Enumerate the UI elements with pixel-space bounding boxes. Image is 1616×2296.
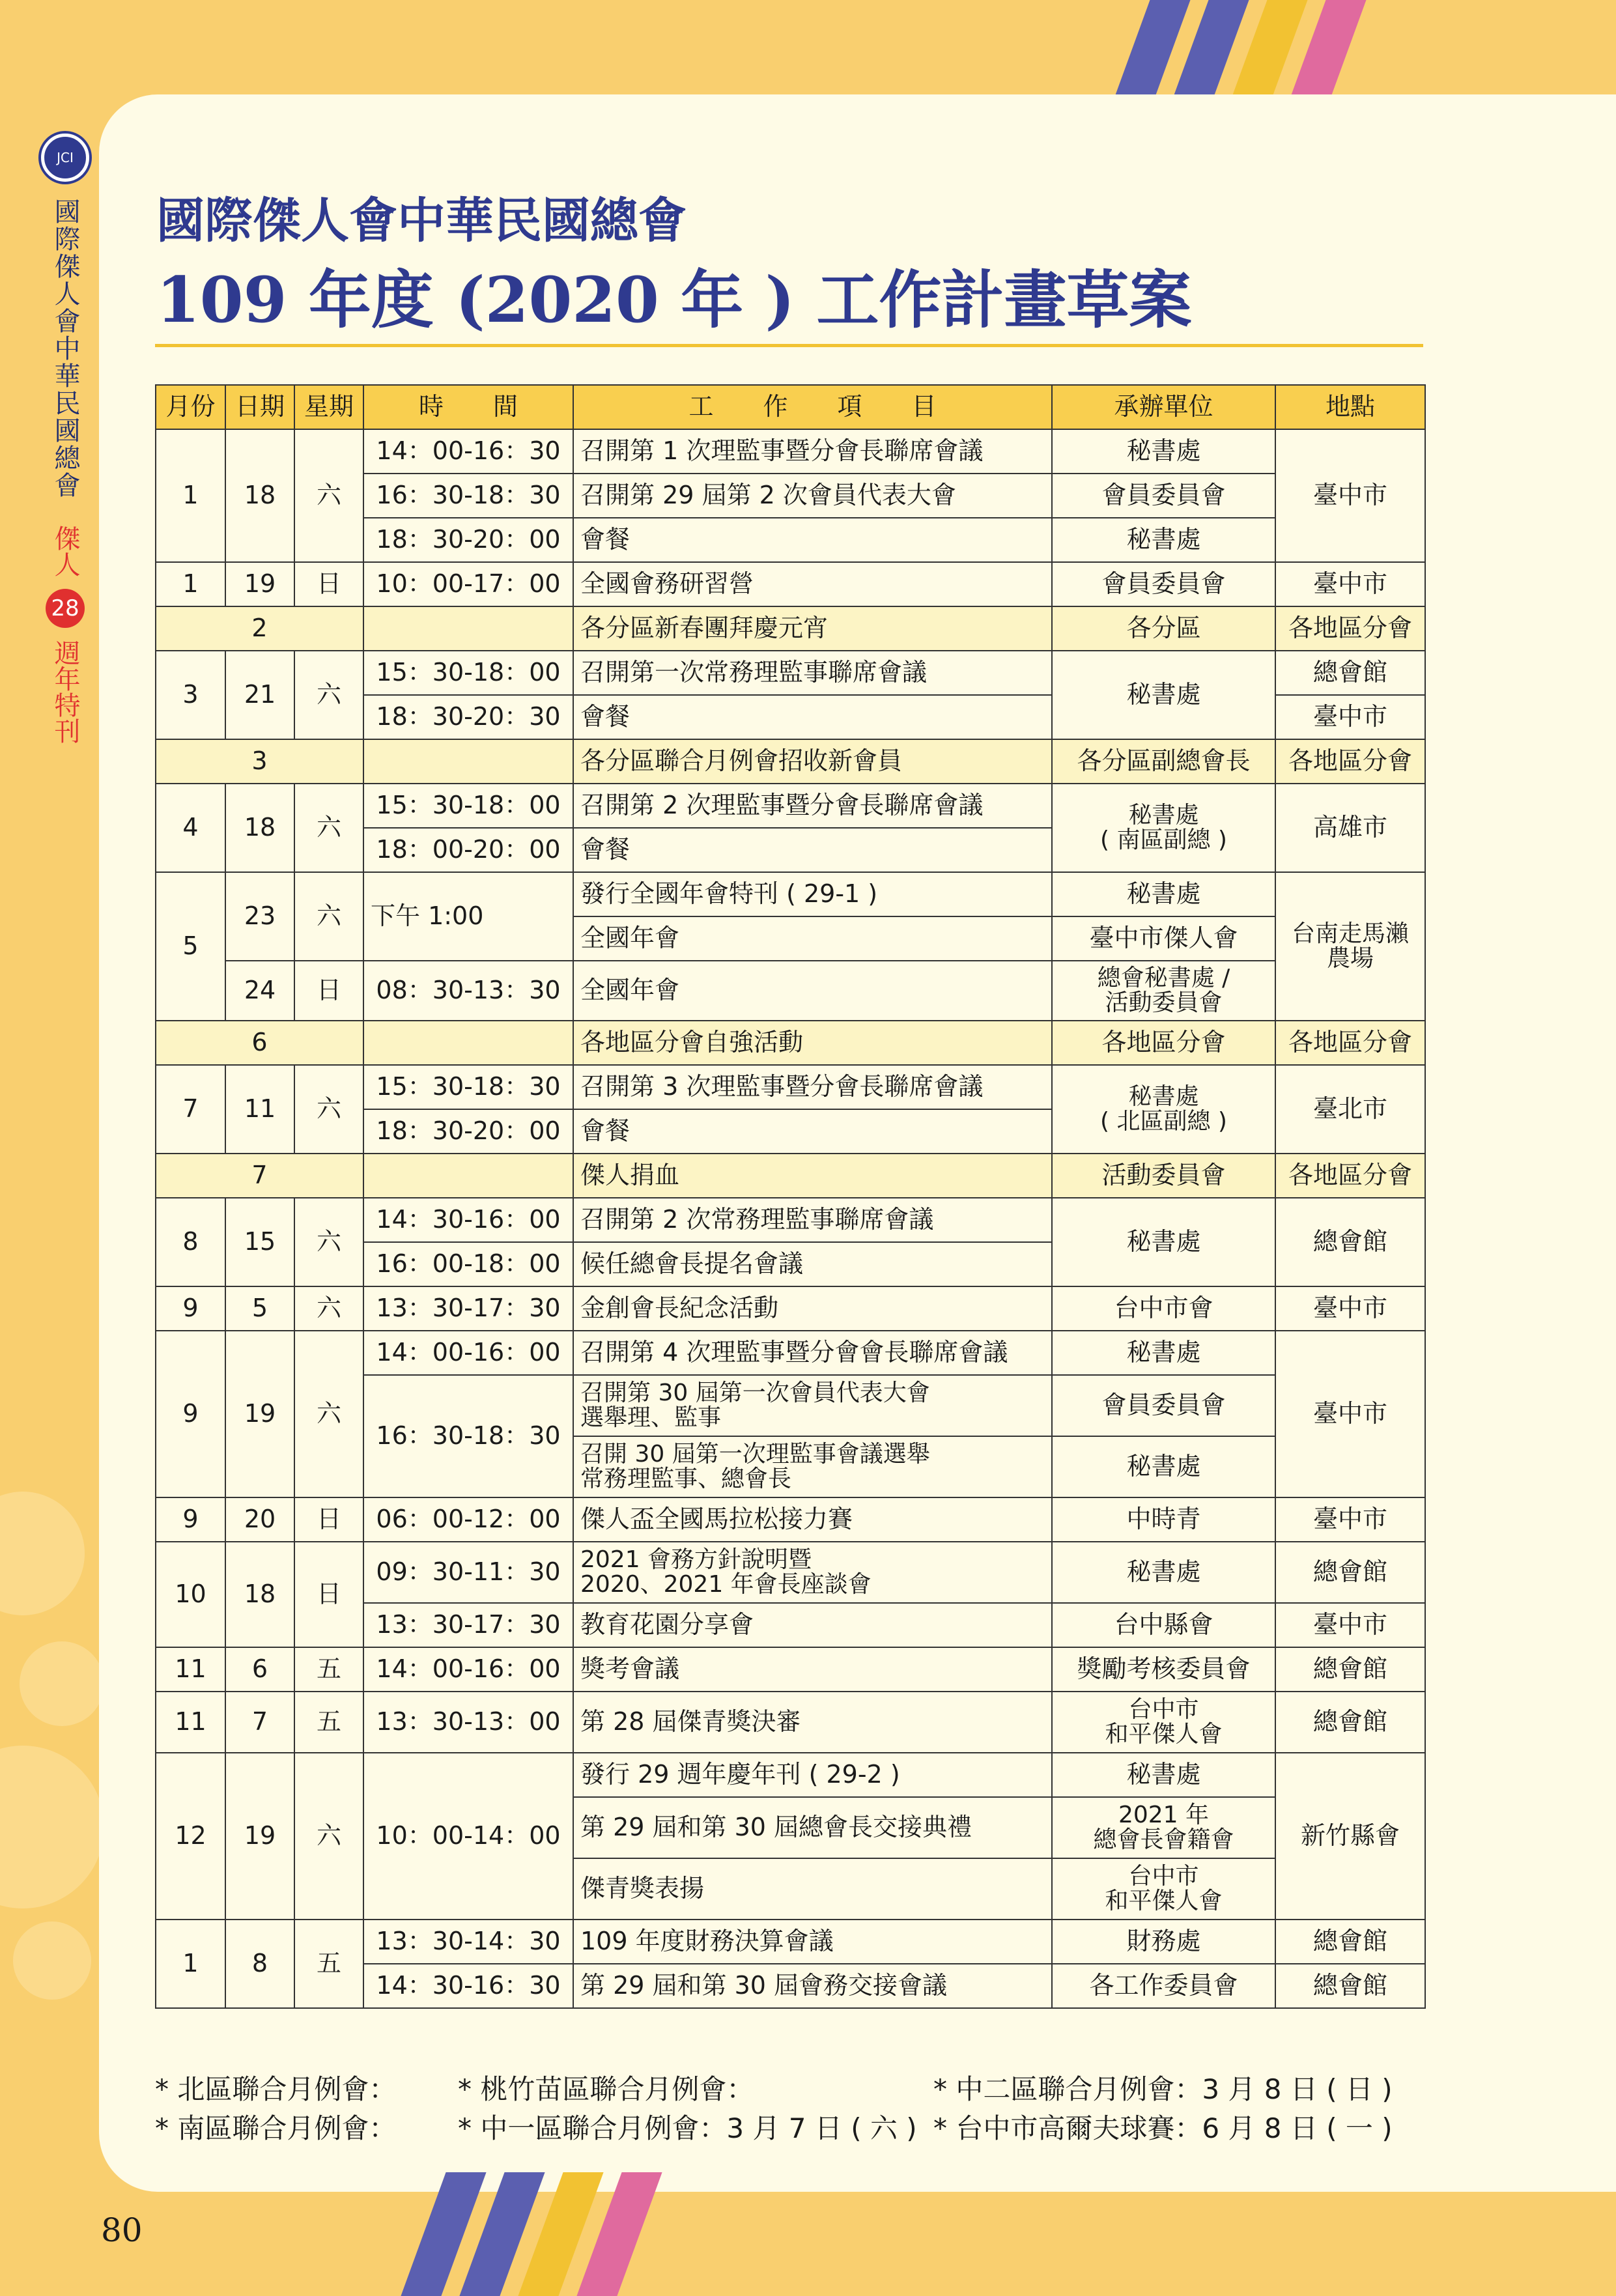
cell-item: 各分區聯合月例會招收新會員	[573, 739, 1052, 784]
work-plan-table	[155, 384, 1426, 2009]
cell-month: 9	[156, 1497, 225, 1542]
cell-time: 14：30-16：30	[363, 1964, 573, 2008]
cell-unit: 秘書處	[1052, 518, 1275, 562]
cell-item: 全國年會	[573, 916, 1052, 961]
cell-weekday: 六	[294, 651, 363, 739]
cell-item: 第 29 屆和第 30 屆會務交接會議	[573, 1964, 1052, 2008]
header-weekday: 星期	[294, 385, 363, 429]
cell-item: 全國年會	[573, 961, 1052, 1021]
header-place: 地點	[1275, 385, 1425, 429]
cell-unit: 秘書處	[1052, 1753, 1275, 1797]
cell-time: 13：30-13：00	[363, 1692, 573, 1753]
cell-month: 4	[156, 784, 225, 872]
cell-month: 1	[156, 1920, 225, 2008]
cell-place: 臺中市	[1275, 1603, 1425, 1647]
cell-item: 會餐	[573, 695, 1052, 739]
cell-weekday: 六	[294, 872, 363, 961]
cell-time: 08：30-13：30	[363, 961, 573, 1021]
cell-unit: 秘書處	[1052, 1331, 1275, 1375]
cell-time: 18：30-20：30	[363, 695, 573, 739]
cell-month: 11	[156, 1692, 225, 1753]
cell-place: 總會館	[1275, 1647, 1425, 1692]
cell-unit: 秘書處	[1052, 1542, 1275, 1603]
cell-weekday: 六	[294, 1753, 363, 1920]
cell-month: 8	[156, 1198, 225, 1286]
cell-date: 7	[225, 1692, 294, 1753]
table-row	[156, 1331, 1425, 1375]
cell-month: 5	[156, 872, 225, 1021]
footnote-line	[155, 2070, 1393, 2109]
cell-weekday: 日	[294, 1542, 363, 1647]
background-circle	[0, 1492, 85, 1615]
cell-item: 金創會長紀念活動	[573, 1286, 1052, 1331]
footnote-south: * 南區聯合月例會：	[155, 2112, 397, 2144]
footnote-north: * 北區聯合月例會：	[155, 2073, 397, 2105]
cell-item: 候任總會長提名會議	[573, 1242, 1052, 1286]
cell-weekday: 六	[294, 1065, 363, 1154]
cell-date: 5	[225, 1286, 294, 1331]
side-org-name: 國際傑人會中華民國總會	[50, 198, 80, 499]
footnote-taozhumiao: * 桃竹苗區聯合月例會：	[458, 2073, 754, 2105]
table-row	[156, 1021, 1425, 1065]
header-unit: 承辦單位	[1052, 385, 1275, 429]
cell-time: 14：00-16：30	[363, 429, 573, 474]
cell-item: 教育花園分享會	[573, 1603, 1052, 1647]
cell-unit: 各工作委員會	[1052, 1964, 1275, 2008]
cell-place: 新竹縣會	[1275, 1753, 1425, 1920]
cell-time: 10：00-14：00	[363, 1753, 573, 1920]
cell-date: 8	[225, 1920, 294, 2008]
cell-weekday: 五	[294, 1692, 363, 1753]
header-time: 時 間	[363, 385, 573, 429]
cell-time: 18：30-20：00	[363, 1109, 573, 1154]
cell-month: 3	[156, 739, 363, 784]
cell-place: 各地區分會	[1275, 606, 1425, 651]
header-date: 日期	[225, 385, 294, 429]
cell-unit: 活動委員會	[1052, 1154, 1275, 1198]
cell-item: 發行 29 週年慶年刊 ( 29-2 )	[573, 1753, 1052, 1797]
cell-weekday: 六	[294, 784, 363, 872]
cell-item: 各分區新春團拜慶元宵	[573, 606, 1052, 651]
cell-item: 109 年度財務決算會議	[573, 1920, 1052, 1964]
table-row	[156, 562, 1425, 606]
cell-date: 15	[225, 1198, 294, 1286]
cell-date: 18	[225, 784, 294, 872]
cell-item: 發行全國年會特刊 ( 29-1 )	[573, 872, 1052, 916]
footnote-central2: * 中二區聯合月例會：3 月 8 日 ( 日 )	[933, 2073, 1393, 2105]
cell-month: 11	[156, 1647, 225, 1692]
cell-item: 召開 30 屆第一次理監事會議選舉 常務理監事、總會長	[573, 1436, 1052, 1497]
table-row	[156, 429, 1425, 474]
cell-item: 2021 會務方針說明暨 2020、2021 年會長座談會	[573, 1542, 1052, 1603]
cell-date: 23	[225, 872, 294, 961]
cell-place: 總會館	[1275, 1542, 1425, 1603]
cell-time: 14：00-16：00	[363, 1331, 573, 1375]
header-month: 月份	[156, 385, 225, 429]
cell-place: 臺中市	[1275, 1331, 1425, 1497]
cell-time: 16：00-18：00	[363, 1242, 573, 1286]
cell-time: 16：30-18：30	[363, 1375, 573, 1497]
cell-place: 各地區分會	[1275, 1154, 1425, 1198]
cell-date: 19	[225, 1331, 294, 1497]
cell-time: 09：30-11：30	[363, 1542, 573, 1603]
cell-weekday: 五	[294, 1647, 363, 1692]
cell-item: 傑人盃全國馬拉松接力賽	[573, 1497, 1052, 1542]
table-row	[156, 1542, 1425, 1603]
cell-weekday: 五	[294, 1920, 363, 2008]
cell-month: 10	[156, 1542, 225, 1647]
cell-time: 15：30-18：00	[363, 651, 573, 695]
side-jc-label: 傑人	[50, 525, 80, 577]
cell-unit: 臺中市傑人會	[1052, 916, 1275, 961]
cell-item: 會餐	[573, 518, 1052, 562]
cell-time: 下午 1:00	[363, 872, 573, 961]
cell-unit: 各地區分會	[1052, 1021, 1275, 1065]
cell-unit: 台中市 和平傑人會	[1052, 1858, 1275, 1920]
cell-time	[363, 1154, 573, 1198]
cell-place: 總會館	[1275, 1920, 1425, 1964]
cell-item: 召開第 1 次理監事暨分會長聯席會議	[573, 429, 1052, 474]
cell-month: 3	[156, 651, 225, 739]
cell-time: 15：30-18：30	[363, 1065, 573, 1109]
cell-weekday: 日	[294, 1497, 363, 1542]
cell-place: 總會館	[1275, 651, 1425, 695]
jci-logo: JCI	[41, 134, 89, 182]
cell-time: 10：00-17：00	[363, 562, 573, 606]
cell-unit: 秘書處 ( 北區副總 )	[1052, 1065, 1275, 1154]
cell-place: 臺中市	[1275, 1286, 1425, 1331]
cell-month: 2	[156, 606, 363, 651]
cell-time: 13：30-17：30	[363, 1603, 573, 1647]
cell-unit: 總會秘書處 / 活動委員會	[1052, 961, 1275, 1021]
cell-date: 18	[225, 429, 294, 562]
anniversary-badge: 28	[46, 589, 85, 628]
background-circle	[20, 1641, 104, 1726]
cell-time: 13：30-17：30	[363, 1286, 573, 1331]
table-row	[156, 1286, 1425, 1331]
cell-place: 總會館	[1275, 1692, 1425, 1753]
cell-place: 各地區分會	[1275, 739, 1425, 784]
cell-unit: 2021 年 總會長會籍會	[1052, 1797, 1275, 1858]
cell-place: 台南走馬瀨 農場	[1275, 872, 1425, 1021]
cell-unit: 台中市會	[1052, 1286, 1275, 1331]
cell-place: 臺中市	[1275, 562, 1425, 606]
footnote-golf: * 台中市高爾夫球賽：6 月 8 日 ( 一 )	[933, 2112, 1393, 2144]
cell-month: 12	[156, 1753, 225, 1920]
footnotes	[155, 2070, 1393, 2148]
cell-date: 6	[225, 1647, 294, 1692]
cell-item: 召開第 29 屆第 2 次會員代表大會	[573, 474, 1052, 518]
cell-item: 各地區分會自強活動	[573, 1021, 1052, 1065]
cell-date: 18	[225, 1542, 294, 1647]
table-row	[156, 1920, 1425, 1964]
cell-month: 7	[156, 1154, 363, 1198]
cell-item: 召開第 3 次理監事暨分會長聯席會議	[573, 1065, 1052, 1109]
cell-item: 召開第 4 次理監事暨分會會長聯席會議	[573, 1331, 1052, 1375]
cell-place: 各地區分會	[1275, 1021, 1425, 1065]
cell-unit: 各分區副總會長	[1052, 739, 1275, 784]
cell-item: 第 29 屆和第 30 屆總會長交接典禮	[573, 1797, 1052, 1858]
cell-date: 24	[225, 961, 294, 1021]
cell-unit: 台中縣會	[1052, 1603, 1275, 1647]
cell-time: 18：30-20：00	[363, 518, 573, 562]
cell-item: 召開第 2 次常務理監事聯席會議	[573, 1198, 1052, 1242]
cell-item: 會餐	[573, 828, 1052, 872]
cell-item: 召開第 30 屆第一次會員代表大會 選舉理、監事	[573, 1375, 1052, 1436]
cell-item: 第 28 屆傑青獎決審	[573, 1692, 1052, 1753]
cell-weekday: 六	[294, 1198, 363, 1286]
cell-month: 1	[156, 562, 225, 606]
cell-date: 19	[225, 562, 294, 606]
cell-place: 臺中市	[1275, 1497, 1425, 1542]
cell-unit: 秘書處 ( 南區副總 )	[1052, 784, 1275, 872]
background-circle	[13, 1921, 91, 2000]
org-title: 國際傑人會中華民國總會	[156, 193, 687, 249]
table-row	[156, 739, 1425, 784]
table-row	[156, 1198, 1425, 1242]
cell-weekday: 六	[294, 1286, 363, 1331]
cell-place: 臺北市	[1275, 1065, 1425, 1154]
cell-date: 11	[225, 1065, 294, 1154]
cell-unit: 台中市 和平傑人會	[1052, 1692, 1275, 1753]
cell-unit: 會員委員會	[1052, 1375, 1275, 1436]
cell-month: 6	[156, 1021, 363, 1065]
cell-item: 全國會務研習營	[573, 562, 1052, 606]
table-row	[156, 1753, 1425, 1797]
plan-title: 109 年度 (2020 年 ) 工作計畫草案	[156, 263, 1192, 337]
cell-month: 1	[156, 429, 225, 562]
cell-time: 16：30-18：30	[363, 474, 573, 518]
table-row	[156, 606, 1425, 651]
cell-place: 總會館	[1275, 1964, 1425, 2008]
footnote-line	[155, 2109, 1393, 2148]
cell-place: 高雄市	[1275, 784, 1425, 872]
cell-unit: 財務處	[1052, 1920, 1275, 1964]
side-banner	[26, 134, 104, 744]
cell-item: 召開第 2 次理監事暨分會長聯席會議	[573, 784, 1052, 828]
table-row	[156, 1065, 1425, 1109]
cell-place: 臺中市	[1275, 695, 1425, 739]
cell-date: 20	[225, 1497, 294, 1542]
cell-item: 召開第一次常務理監事聯席會議	[573, 651, 1052, 695]
cell-month: 9	[156, 1331, 225, 1497]
side-edition-label: 週年特刊	[50, 640, 80, 744]
page-number: 80	[101, 2211, 143, 2249]
cell-time: 18：00-20：00	[363, 828, 573, 872]
cell-unit: 秘書處	[1052, 429, 1275, 474]
table-row	[156, 1647, 1425, 1692]
cell-month: 7	[156, 1065, 225, 1154]
table-row	[156, 651, 1425, 695]
cell-unit: 中時青	[1052, 1497, 1275, 1542]
cell-date: 19	[225, 1753, 294, 1920]
cell-unit: 秘書處	[1052, 1436, 1275, 1497]
cell-item: 會餐	[573, 1109, 1052, 1154]
table-row	[156, 1692, 1425, 1753]
cell-time	[363, 739, 573, 784]
cell-place: 總會館	[1275, 1198, 1425, 1286]
cell-time: 06：00-12：00	[363, 1497, 573, 1542]
cell-item: 傑青獎表揚	[573, 1858, 1052, 1920]
table-header-row	[156, 385, 1425, 429]
cell-time	[363, 1021, 573, 1065]
table-row	[156, 784, 1425, 828]
cell-month: 9	[156, 1286, 225, 1331]
cell-time: 13：30-14：30	[363, 1920, 573, 1964]
cell-unit: 獎勵考核委員會	[1052, 1647, 1275, 1692]
cell-time: 14：30-16：00	[363, 1198, 573, 1242]
cell-unit: 會員委員會	[1052, 474, 1275, 518]
cell-date: 21	[225, 651, 294, 739]
table-row	[156, 1154, 1425, 1198]
cell-weekday: 六	[294, 429, 363, 562]
cell-unit: 秘書處	[1052, 1198, 1275, 1286]
cell-weekday: 六	[294, 1331, 363, 1497]
cell-item: 獎考會議	[573, 1647, 1052, 1692]
cell-time	[363, 606, 573, 651]
footnote-central1: * 中一區聯合月例會：3 月 7 日 ( 六 )	[458, 2112, 917, 2144]
background-circle	[0, 1746, 104, 1908]
table-row	[156, 1497, 1425, 1542]
cell-item: 傑人捐血	[573, 1154, 1052, 1198]
cell-unit: 秘書處	[1052, 872, 1275, 916]
title-rule	[155, 344, 1423, 347]
cell-time: 14：00-16：00	[363, 1647, 573, 1692]
cell-place: 臺中市	[1275, 429, 1425, 562]
cell-unit: 會員委員會	[1052, 562, 1275, 606]
cell-weekday: 日	[294, 961, 363, 1021]
cell-weekday: 日	[294, 562, 363, 606]
table-row	[156, 961, 1425, 1021]
cell-unit: 秘書處	[1052, 651, 1275, 739]
cell-time: 15：30-18：00	[363, 784, 573, 828]
cell-unit: 各分區	[1052, 606, 1275, 651]
table-row	[156, 872, 1425, 916]
header-item: 工 作 項 目	[573, 385, 1052, 429]
